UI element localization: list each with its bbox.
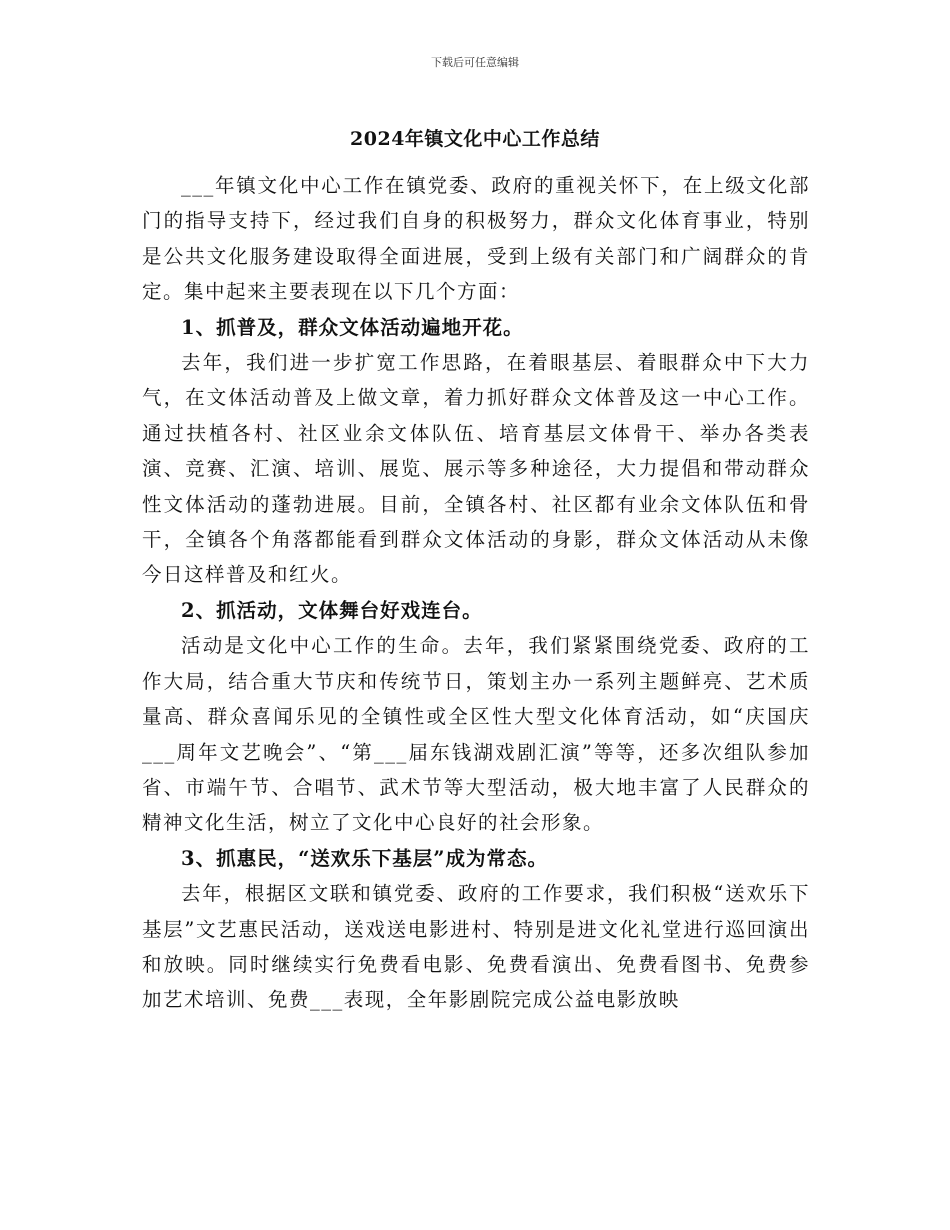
document-title: 2024年镇文化中心工作总结 [350,128,600,150]
intro-paragraph: ___年镇文化中心工作在镇党委、政府的重视关怀下，在上级文化部门的指导支持下，经过我们自身的积极努力，群众文化体育事业，特别是公共文化服务建设取得全面进展，受到上级有关部门和广阔群众的肯定。集中起来主要表现在以下几个方面： [142,174,810,304]
page-header-note: 下载后可任意编辑 [431,56,519,69]
section-heading-1: 1、抓普及，群众文体活动遍地开花。 [181,315,524,339]
section-heading-2: 2、抓活动，文体舞台好戏连台。 [181,598,483,622]
document-body [142,168,810,1018]
section-paragraph-1: 去年，我们进一步扩宽工作思路，在着眼基层、着眼群众中下大力气，在文体活动普及上做文章，着力抓好群众文体普及这一中心工作。通过扶植各村、社区业余文体队伍、培育基层文体骨干、举办各类表演、竞赛、汇演、培训、展览、展示等多种途径，大力提倡和带动群众性文体活动的蓬勃进展。目前，全镇各村、社区都有业余文体队伍和骨干，全镇各个角落都能看到群众文体活动的身影，群众文体活动从未像今日这样普及和红火。 [142,351,810,587]
section-paragraph-3: 去年，根据区文联和镇党委、政府的工作要求，我们积极“送欢乐下基层”文艺惠民活动，送戏送电影进村、特别是进文化礼堂进行巡回演出和放映。同时继续实行免费看电影、免费看演出、免费看图书、免费参加艺术培训、免费___表现，全年影剧院完成公益电影放映 [142,882,810,1012]
section-paragraph-2: 活动是文化中心工作的生命。去年，我们紧紧围绕党委、政府的工作大局，结合重大节庆和传统节日，策划主办一系列主题鲜亮、艺术质量高、群众喜闻乐见的全镇性或全区性大型文化体育活动，如“庆国庆___周年文艺晚会”、“第___届东钱湖戏剧汇演”等等，还多次组队参加省、市端午节、合唱节、武术节等大型活动，极大地丰富了人民群众的精神文化生活，树立了文化中心良好的社会形象。 [142,634,810,835]
section-heading-3: 3、抓惠民，“送欢乐下基层”成为常态。 [181,846,549,870]
